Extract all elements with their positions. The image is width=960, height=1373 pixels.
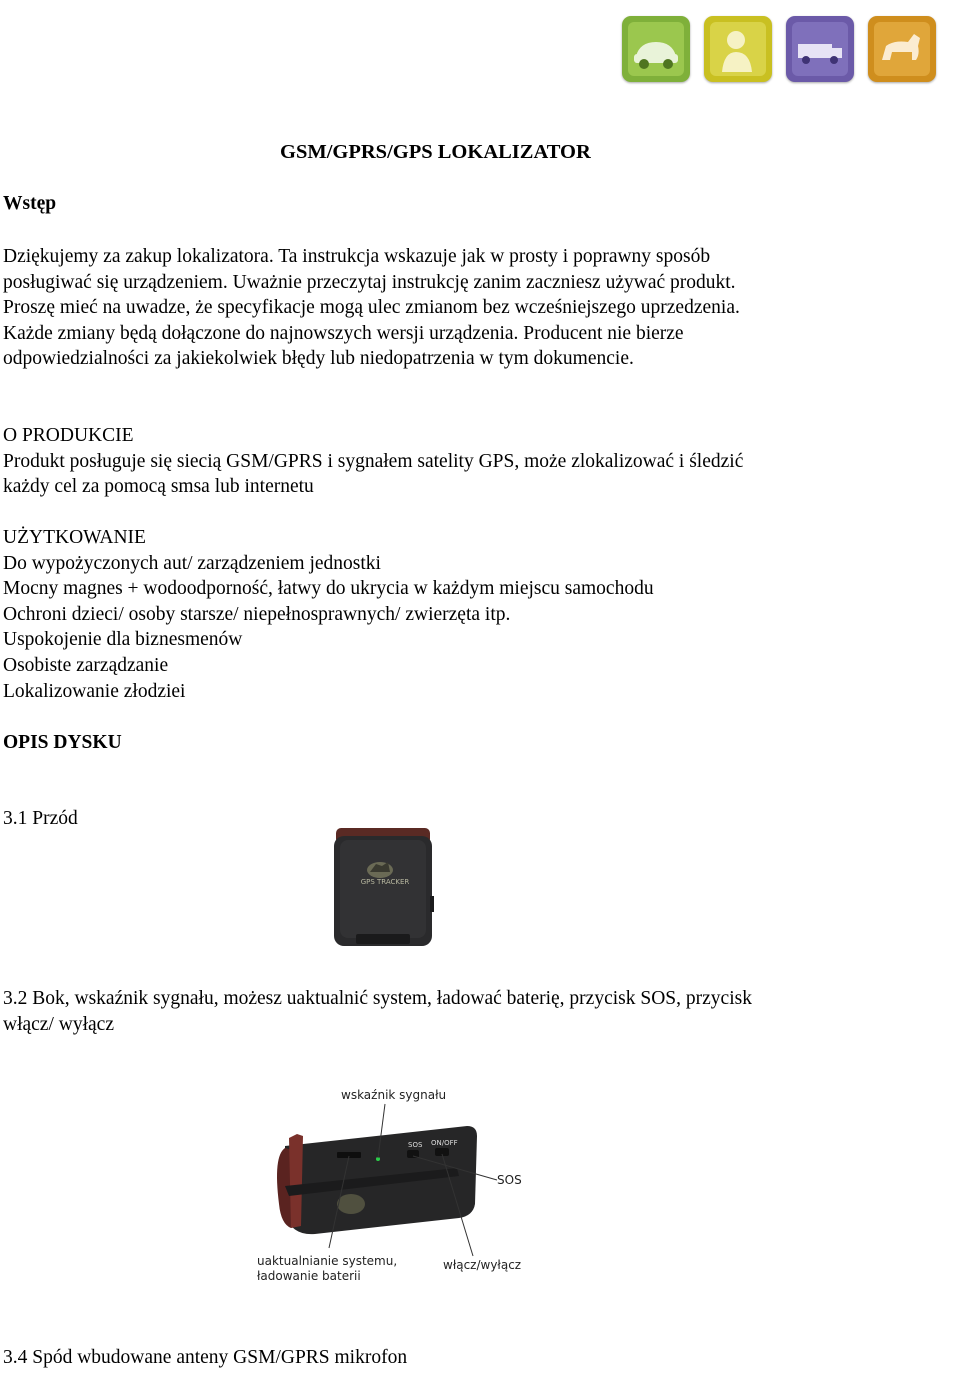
- product-line: Produkt posługuje się siecią GSM/GPRS i sygnałem satelity GPS, może zlokalizować i śledzić: [3, 450, 744, 472]
- truck-icon: [786, 16, 854, 82]
- car-icon: [622, 16, 690, 82]
- usage-line: Uspokojenie dla biznesmenów: [3, 629, 243, 651]
- usage-line: Osobiste zarządzanie: [3, 655, 169, 676]
- logo-strip: [612, 4, 958, 122]
- person-icon: [704, 16, 772, 82]
- onoff-button-label: ON/OFF: [431, 1139, 458, 1147]
- intro-line: Proszę mieć na uwadze, że specyfikacje mogą ulec zmianom bez wcześniejszego uprzedzenia.: [3, 297, 740, 319]
- product-line: każdy cel za pomocą smsa lub internetu: [3, 476, 314, 498]
- callout-sos: SOS: [497, 1173, 522, 1187]
- intro-heading: Wstęp: [3, 193, 57, 214]
- callout-signal-indicator: wskaźnik sygnału: [341, 1088, 447, 1102]
- intro-line: Każde zmiany będą dołączone do najnowszych wersji urządzenia. Producent nie bierze: [3, 322, 684, 344]
- logo-tile-person: [704, 16, 772, 82]
- device-brand-text: GPS TRACKER: [360, 878, 410, 886]
- dog-icon: [868, 16, 936, 82]
- logo-tile-truck: [786, 16, 854, 82]
- disk-heading: OPIS DYSKU: [3, 732, 122, 753]
- front-label: 3.1 Przód: [3, 808, 78, 829]
- sos-button-label: SOS: [408, 1141, 423, 1149]
- device-side-photo: [245, 1076, 575, 1312]
- usage-line: Ochroni dzieci/ osoby starsze/ niepełnosprawnych/ zwierzęta itp.: [3, 603, 511, 625]
- document-title: GSM/GPRS/GPS LOKALIZATOR: [280, 141, 591, 163]
- bottom-label: 3.4 Spód wbudowane anteny GSM/GPRS mikrofon: [3, 1347, 408, 1368]
- callout-update-line: uaktualnianie systemu,: [257, 1254, 398, 1268]
- callout-power: włącz/wyłącz: [443, 1258, 522, 1272]
- product-heading: O PRODUKCIE: [3, 425, 134, 446]
- intro-line: odpowiedzialności za jakiekolwiek błędy lub niedopatrzenia w tym dokumencie.: [3, 348, 634, 370]
- usage-line: Do wypożyczonych aut/ zarządzeniem jednostki: [3, 552, 381, 574]
- intro-line: posługiwać się urządzeniem. Uważnie przeczytaj instrukcję zanim zaczniesz używać produkt.: [3, 271, 736, 293]
- intro-line: Dziękujemy za zakup lokalizatora. Ta instrukcja wskazuje jak w prosty i poprawny sposób: [3, 246, 711, 267]
- usage-heading: UŻYTKOWANIE: [3, 527, 146, 548]
- side-label: włącz/ wyłącz: [3, 1013, 114, 1035]
- device-front-photo: [290, 822, 490, 972]
- usage-line: Mocny magnes + wodoodporność, łatwy do ukrycia w każdym miejscu samochodu: [3, 578, 654, 600]
- side-label: 3.2 Bok, wskaźnik sygnału, możesz uaktualnić system, ładować baterię, przycisk SOS, przycisk: [3, 988, 752, 1009]
- logo-tile-dog: [868, 16, 936, 82]
- callout-update-line: ładowanie baterii: [257, 1269, 361, 1283]
- usage-line: Lokalizowanie złodziei: [3, 680, 186, 702]
- logo-tile-car: [622, 16, 690, 82]
